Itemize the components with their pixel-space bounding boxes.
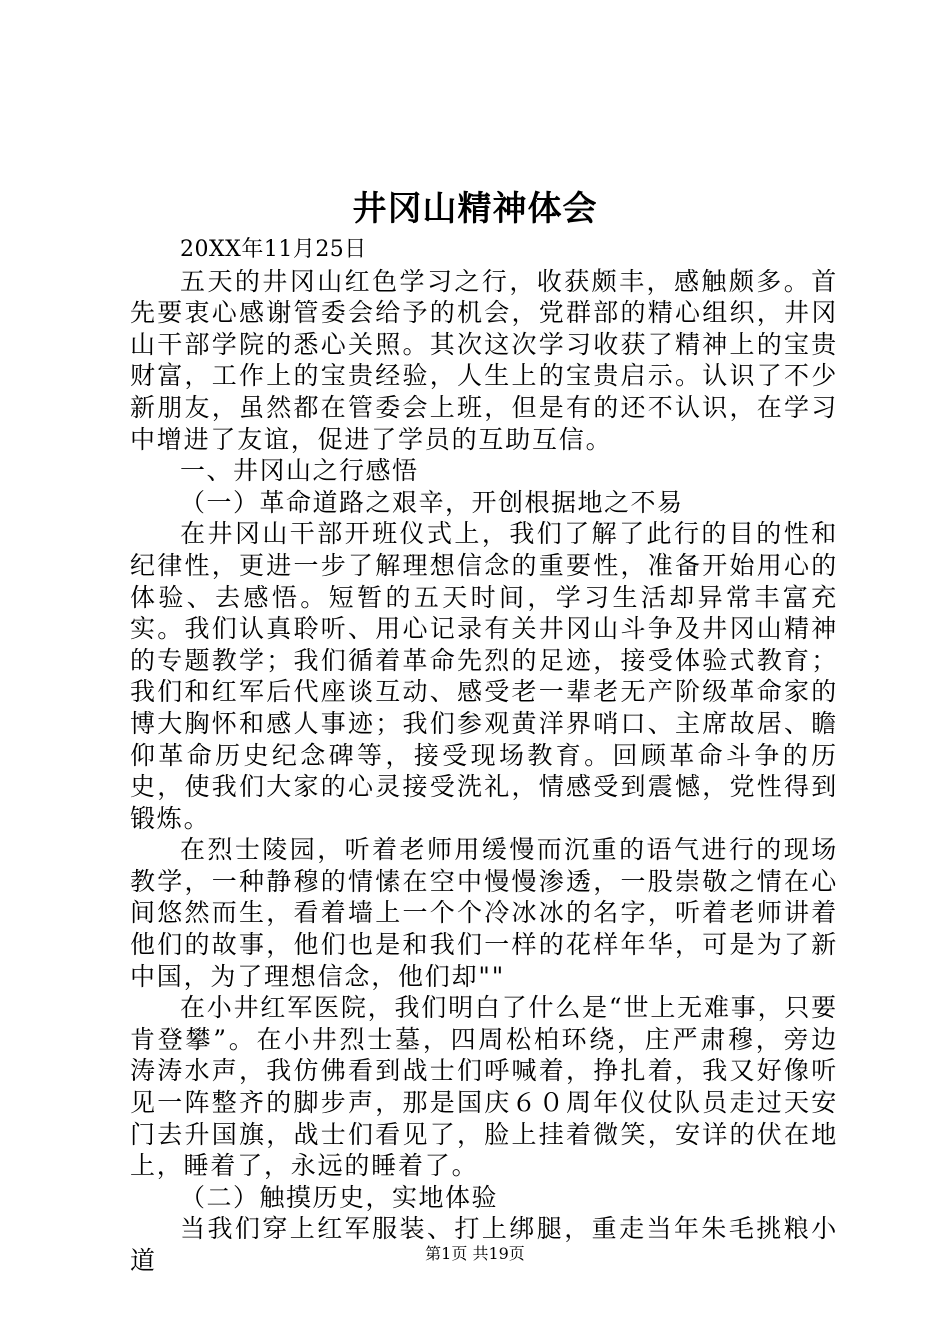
document-date: 20XX年11月25日 bbox=[180, 237, 367, 262]
section-heading-1: 一、井冈山之行感悟 bbox=[180, 456, 419, 486]
subsection-heading-1: （一）革命道路之艰辛，开创根据地之不易 bbox=[180, 487, 684, 517]
paragraph-experience: 当我们穿上红军服装、打上绑腿，重走当年朱毛挑粮小道 bbox=[130, 1214, 838, 1275]
document-body bbox=[130, 234, 838, 1277]
paragraph-hospital: 在小井红军医院，我们明白了什么是“世上无难事，只要肯登攀”。在小井烈士墓，四周松柏环绕，庄严肃穆，旁边涛涛水声，我仿佛看到战士们呼喊着，挣扎着，我又好像听见一阵整齐的脚步声，那是国庆６０周年仪仗队员走过天安门去升国旗，战士们看见了，脸上挂着微笑，安详的伏在地上，睡着了，永远的睡着了。 bbox=[130, 993, 838, 1181]
subsection-heading-2: （二）触摸历史，实地体验 bbox=[180, 1182, 499, 1212]
page-footer: 第1页 共19页 bbox=[425, 1244, 525, 1263]
paragraph-cemetery: 在烈士陵园，听着老师用缓慢而沉重的语气进行的现场教学，一种静穆的情愫在空中慢慢渗透，一股崇敬之情在心间悠然而生，看着墙上一个个冷冰冰的名字，听着老师讲着他们的故事，他们也是和我们一样的花样年华，可是为了新中国，为了理想信念，他们却"" bbox=[130, 835, 838, 991]
paragraph-list bbox=[130, 266, 838, 1277]
paragraph-ceremony: 在井冈山干部开班仪式上，我们了解了此行的目的性和纪律性，更进一步了解理想信念的重要性，准备开始用心的体验、去感悟。短暂的五天时间，学习生活却异常丰富充实。我们认真聆听、用心记录有关井冈山斗争及井冈山精神的专题教学；我们循着革命先烈的足迹，接受体验式教育；我们和红军后代座谈互动、感受老一辈老无产阶级革命家的博大胸怀和感人事迹；我们参观黄洋界哨口、主席故居、瞻仰革命历史纪念碑等，接受现场教育。回顾革命斗争的历史，使我们大家的心灵接受洗礼，情感受到震憾，党性得到锻炼。 bbox=[130, 519, 838, 833]
document-title: 井冈山精神体会 bbox=[352, 189, 598, 229]
paragraph-intro: 五天的井冈山红色学习之行，收获颇丰，感触颇多。首先要衷心感谢管委会给予的机会，党群部的精心组织，井冈山干部学院的悉心关照。其次这次学习收获了精神上的宝贵财富，工作上的宝贵经验，人生上的宝贵启示。认识了不少新朋友，虽然都在管委会上班，但是有的还不认识，在学习中增进了友谊，促进了学员的互助互信。 bbox=[130, 266, 838, 454]
